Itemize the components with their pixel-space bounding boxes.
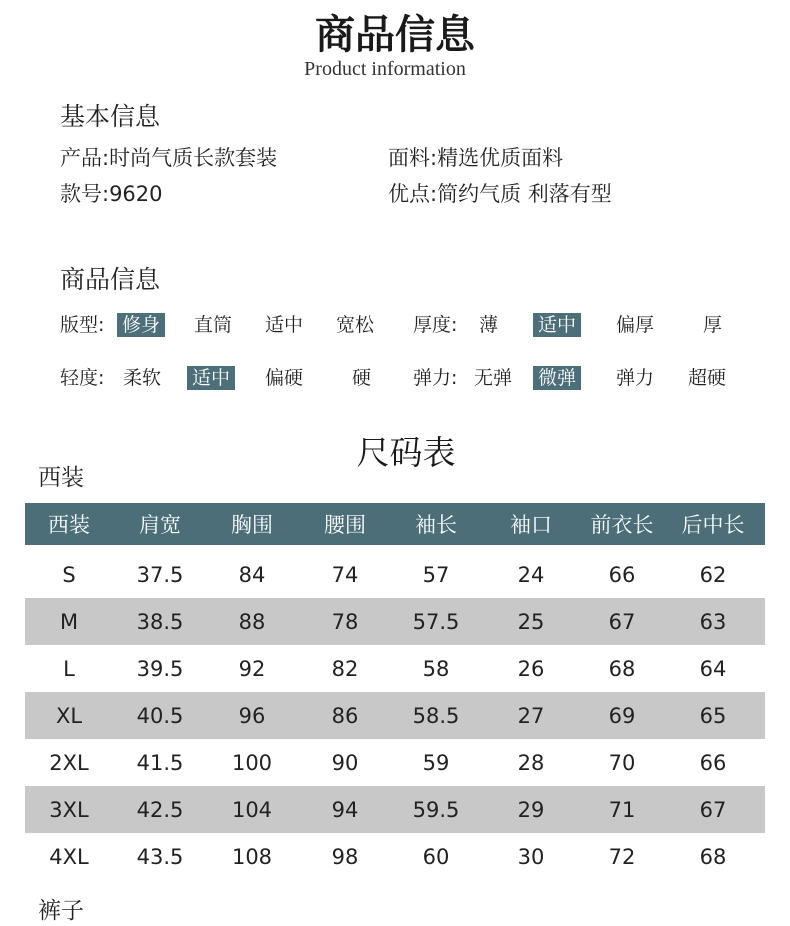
table-cell: 68 [608,656,636,681]
table-cell: 69 [583,692,661,739]
table-cell: 98 [331,844,359,869]
header-cell: 袖长 [393,503,479,545]
size-table-header [25,503,765,545]
table-cell: 86 [297,692,393,739]
table-cell: 39.5 [136,656,184,681]
table-cell: 84 [238,562,266,587]
elastic-label: 弹力: [413,367,458,389]
table-cell: 26 [517,656,545,681]
basic-info-heading: 基本信息 [60,102,161,131]
table-cell: 25 [479,598,583,645]
fit-option-slim: 修身 [117,312,165,338]
header-cell: 西装 [25,503,113,545]
table-cell: XL [25,692,113,739]
fit-option-straight: 直筒 [194,314,233,336]
table-cell: 3XL [25,786,113,833]
elastic-option-stretch: 弹力 [616,367,655,389]
header-cell: 胸围 [207,503,297,545]
table-row [25,833,765,880]
table-row [25,551,765,598]
fit-label: 版型: [60,314,105,336]
header-cell: 后中长 [661,503,765,545]
table-cell: 62 [699,562,727,587]
thickness-option-thin: 薄 [479,314,499,336]
table-cell: S [62,562,76,587]
table-cell: 68 [699,844,727,869]
header-cell: 腰围 [297,503,393,545]
table-cell: 57 [422,562,450,587]
table-row [25,786,765,833]
table-cell: 67 [583,598,661,645]
thickness-label: 厚度: [413,314,458,336]
size-table [25,503,765,880]
style-number: 款号:9620 [60,182,163,206]
table-cell: 43.5 [136,844,184,869]
table-cell: M [25,598,113,645]
softness-option-soft: 柔软 [123,367,162,389]
table-cell: 108 [231,844,273,869]
softness-option-firm: 硬 [352,367,372,389]
page-subtitle: Product information [304,58,466,80]
advantage-info: 优点:简约气质 利落有型 [388,182,612,206]
table-cell: 28 [517,750,545,775]
product-name: 产品:时尚气质长款套装 [60,146,278,170]
table-cell: 104 [207,786,297,833]
table-cell: 42.5 [113,786,207,833]
table-cell: L [63,656,75,681]
table-cell: 88 [207,598,297,645]
table-cell: 60 [422,844,450,869]
table-cell: 4XL [49,844,89,869]
table-cell: 82 [331,656,359,681]
table-row [25,598,765,645]
table-cell: 94 [297,786,393,833]
table-cell: 38.5 [113,598,207,645]
table-cell: 65 [661,692,765,739]
header-cell: 肩宽 [113,503,207,545]
table-row [25,692,765,739]
table-cell: 71 [583,786,661,833]
table-cell: 96 [207,692,297,739]
table-cell: 64 [699,656,727,681]
table-cell: 59 [422,750,450,775]
attrs-heading: 商品信息 [60,265,161,294]
table-cell: 59.5 [393,786,479,833]
table-cell: 37.5 [136,562,184,587]
table-cell: 27 [479,692,583,739]
elastic-option-super: 超硬 [688,367,727,389]
table-cell: 66 [699,750,727,775]
softness-option-firmer: 偏硬 [265,367,304,389]
header-cell: 前衣长 [583,503,661,545]
table-row [25,739,765,786]
table-cell: 72 [608,844,636,869]
table-cell: 2XL [49,750,89,775]
table-cell: 92 [238,656,266,681]
fit-option-loose: 宽松 [336,314,375,336]
table-row [25,645,765,692]
table-cell: 41.5 [136,750,184,775]
table-cell: 66 [608,562,636,587]
header-cell: 袖口 [479,503,583,545]
elastic-option-slight: 微弹 [533,365,581,391]
fabric-info: 面料:精选优质面料 [388,146,564,170]
size-chart-title: 尺码表 [356,433,456,472]
softness-label: 轻度: [60,367,105,389]
table-cell: 78 [297,598,393,645]
table-cell: 30 [517,844,545,869]
table-cell: 67 [661,786,765,833]
fit-option-medium: 适中 [265,314,304,336]
table-cell: 57.5 [393,598,479,645]
table-cell: 74 [331,562,359,587]
table-cell: 58 [422,656,450,681]
section-label-pants: 裤子 [38,898,84,924]
table-cell: 70 [608,750,636,775]
thickness-option-thicker: 偏厚 [616,314,655,336]
table-cell: 100 [231,750,273,775]
table-cell: 24 [517,562,545,587]
section-label-suit: 西装 [38,465,84,491]
table-cell: 90 [331,750,359,775]
table-cell: 40.5 [113,692,207,739]
table-cell: 29 [479,786,583,833]
table-cell: 63 [661,598,765,645]
thickness-option-medium: 适中 [533,312,581,338]
thickness-option-thick: 厚 [703,314,723,336]
elastic-option-none: 无弹 [474,367,513,389]
softness-option-medium: 适中 [187,365,235,391]
table-cell: 58.5 [393,692,479,739]
page-title: 商品信息 [315,11,475,58]
